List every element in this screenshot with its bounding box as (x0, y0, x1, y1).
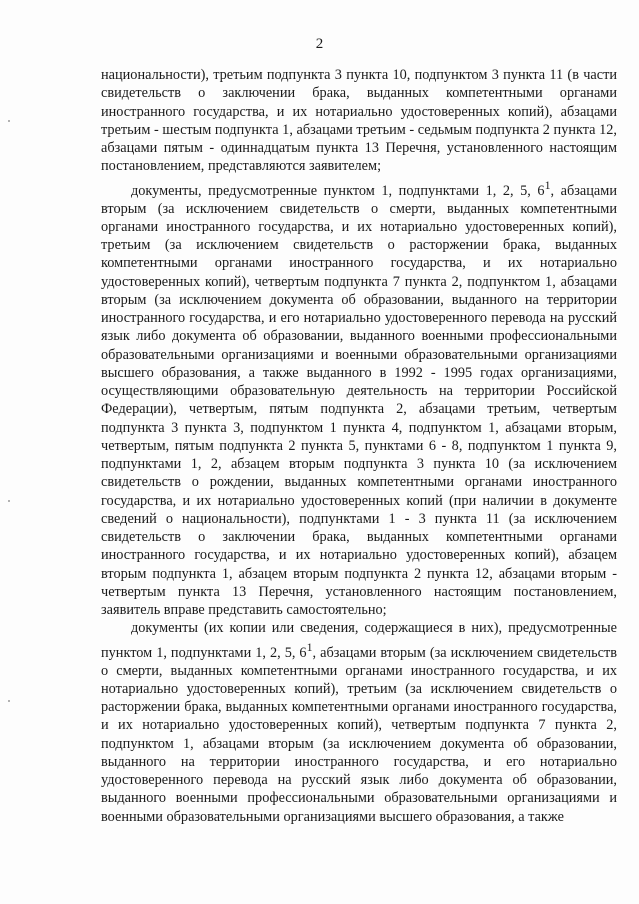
scan-mark (8, 500, 10, 502)
paragraph-requested-documents (101, 619, 617, 826)
scan-mark (8, 120, 10, 122)
paragraph-text-start: документы (их копии или сведения, содержащиеся в них), предусмотренные пунктом 1, подпунктами 1, 2, 5, 6 (101, 620, 617, 661)
page-number: 2 (315, 36, 324, 52)
superscript: 1 (544, 177, 551, 192)
document-body (101, 66, 617, 826)
paragraph-continued: национальности), третьим подпункта 3 пункта 10, подпунктом 3 пункта 11 (в части свидетельств о заключении брака, выданных компетентными органами иностранного государства, и их нотариально удостоверенных копий), абзацами третьим - шестым подпункта 1, абзацами третьим - седьмым подпункта 2 пункта 12, абзацами пятым - одиннадцатым пункта 13 Перечня, установленного настоящим постановлением, представляются заявителем; (101, 67, 617, 175)
paragraph-optional-documents (101, 176, 617, 620)
paragraph-text-end: , абзацами вторым (за исключением свидетельств о смерти, выданных компетентными органами иностранного государства, и их нотариально удостоверенных копий), третьим (за исключением свидетельств о расторжении брака, выданных компетентными органами иностранного государства, и их нотариально удостоверенных копий), четвертым подпункта 7 пункта 2, подпунктом 1, абзацами вторым (за исключением документа об образовании, выданного на территории иностранного государства, и его нотариально удостоверенного перевода на русский язык либо документа об образовании, выданного военными профессиональными образовательными организациями и военными образовательными организациями высшего образования, а также выданного в 1992 - 1995 годах организациями, осуществляющими образовательную деятельность на территории Российской Федерации), четвертым, пятым подпункта 2, абзацами третьим, четвертым подпункта 3 пункта 3, подпунктом 1 пункта 4, подпунктом 1, абзацами вторым, четвертым, пятым подпункта 2 пункта 5, пунктами 6 - 8, подпунктом 1 пункта 9, подпунктами 1, 2, абзацем вторым подпункта 3 пункта 10 (за исключением свидетельств о рождении, выданных компетентными органами иностранного государства, и их нотариально удостоверенных копий (при наличии в документе сведений о национальности), подпунктами 1 - 3 пункта 11 (за исключением свидетельств о заключении брака, выданных компетентными органами иностранного государства, и их нотариально удостоверенных копий), абзацем вторым подпункта 1, абзацем вторым подпункта 2 пункта 12, абзацами вторым - четвертым пункта 13 Перечня, установленного настоящим постановлением, заявитель вправе представить самостоятельно; (101, 182, 617, 619)
scan-mark (8, 700, 10, 702)
paragraph-text-end: , абзацами вторым (за исключением свидетельств о смерти, выданных компетентными органами иностранного государства, и их нотариально удостоверенных копий), третьим (за исключением свидетельств о расторжении брака, выданных компетентными органами иностранного государства, и их нотариально удостоверенных копий), четвертым подпункта 7 пункта 2, подпунктом 1, абзацами вторым (за исключением документа об образовании, выданного на территории иностранного государства, и его нотариально удостоверенного перевода на русский язык либо документа об образовании, выданного военными профессиональными образовательными организациями и военными образовательными организациями высшего образования, а также (101, 644, 617, 825)
superscript: 1 (306, 639, 313, 654)
paragraph-text-start: документы, предусмотренные пунктом 1, подпунктами 1, 2, 5, 6 (131, 182, 545, 199)
